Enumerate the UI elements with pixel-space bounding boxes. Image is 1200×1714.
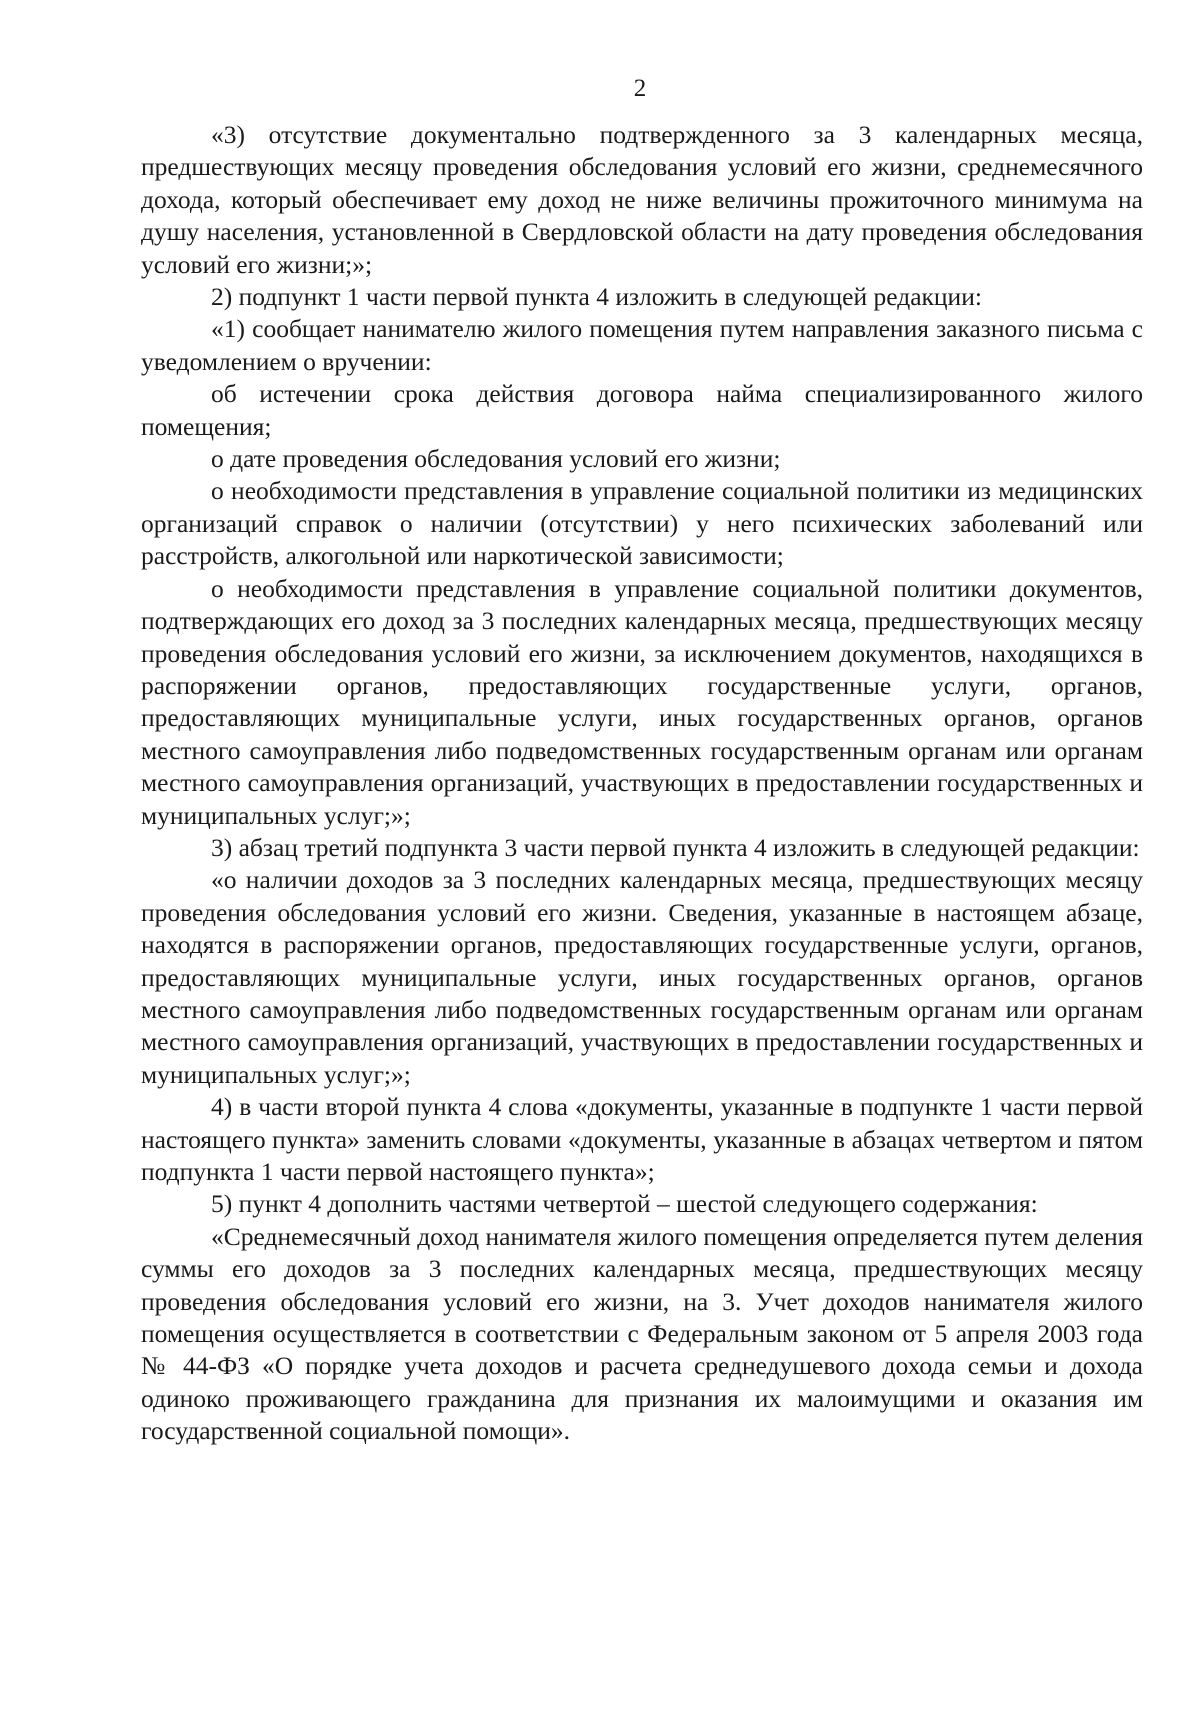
paragraph-contract-expiry: об истечении срока действия договора найма специализированного жилого помещения; [141, 379, 1143, 441]
paragraph-subitem-3-quote: «3) отсутствие документально подтвержденного за 3 календарных месяца, предшествующих месяцу проведения обследования условий его жизни, среднемесячного дохода, который обеспечивает ему доход не ниже величины прожиточного минимума на душу населения, установленной в Свердловской области на дату проведения обследования условий его жизни;»; [141, 120, 1143, 279]
paragraph-inspection-date: о дате проведения обследования условий его жизни; [211, 444, 781, 474]
paragraph-average-income-quote: «Среднемесячный доход нанимателя жилого помещения определяется путем деления суммы его доходов за 3 последних календарных месяца, предшествующих месяцу проведения обследования условий его жизни, на 3. Учет доходов нанимателя жилого помещения осуществляется в соответствии с Федеральным законом от 5 апреля 2003 года № 44-ФЗ «О порядке учета доходов и расчета среднедушевого дохода семьи и дохода одиноко проживающего гражданина для признания их малоимущими и оказания им государственной социальной помощи». [141, 1221, 1143, 1446]
paragraph-amendment-4: 4) в части второй пункта 4 слова «документы, указанные в подпункте 1 части первой настоящего пункта» заменить словами «документы, указанные в абзацах четвертом и пятом подпункта 1 части первой настоящего пункта»; [141, 1092, 1143, 1186]
document-body [141, 119, 1143, 1448]
paragraph-amendment-2: 2) подпункт 1 части первой пункта 4 изложить в следующей редакции: [211, 282, 982, 312]
paragraph-subitem-1-quote: «1) сообщает нанимателю жилого помещения путем направления заказного письма с уведомлением о вручении: [141, 314, 1143, 376]
paragraph-income-info-quote: «о наличии доходов за 3 последних календарных месяца, предшествующих месяцу проведения обследования условий его жизни. Сведения, указанные в настоящем абзаце, находятся в распоряжении органов, предоставляющих государственные услуги, органов, предоставляющих муниципальные услуги, иных государственных органов, органов местного самоуправления либо подведомственных государственным органам или органам местного самоуправления организаций, участвующих в предоставлении государственных и муниципальных услуг;»; [141, 865, 1143, 1089]
paragraph-amendment-3: 3) абзац третий подпункта 3 части первой пункта 4 изложить в следующей редакции: [211, 832, 1140, 862]
page-number: 2 [633, 75, 647, 102]
paragraph-amendment-5: 5) пункт 4 дополнить частями четвертой – шестой следующего содержания: [211, 1189, 1038, 1219]
paragraph-medical-certificates: о необходимости представления в управление социальной политики из медицинских организаций справок о наличии (отсутствии) у него психических заболеваний или расстройств, алкогольной или наркотической зависимости; [141, 476, 1143, 571]
paragraph-income-documents: о необходимости представления в управление социальной политики документов, подтверждающих его доход за 3 последних календарных месяца, предшествующих месяцу проведения обследования условий его жизни, за исключением документов, находящихся в распоряжении органов, предоставляющих государственные услуги, органов, предоставляющих муниципальные услуги, иных государственных органов, органов местного самоуправления либо подведомственных государственным органам или органам местного самоуправления организаций, участвующих в предоставлении государственных и муниципальных услуг;»; [141, 573, 1143, 830]
